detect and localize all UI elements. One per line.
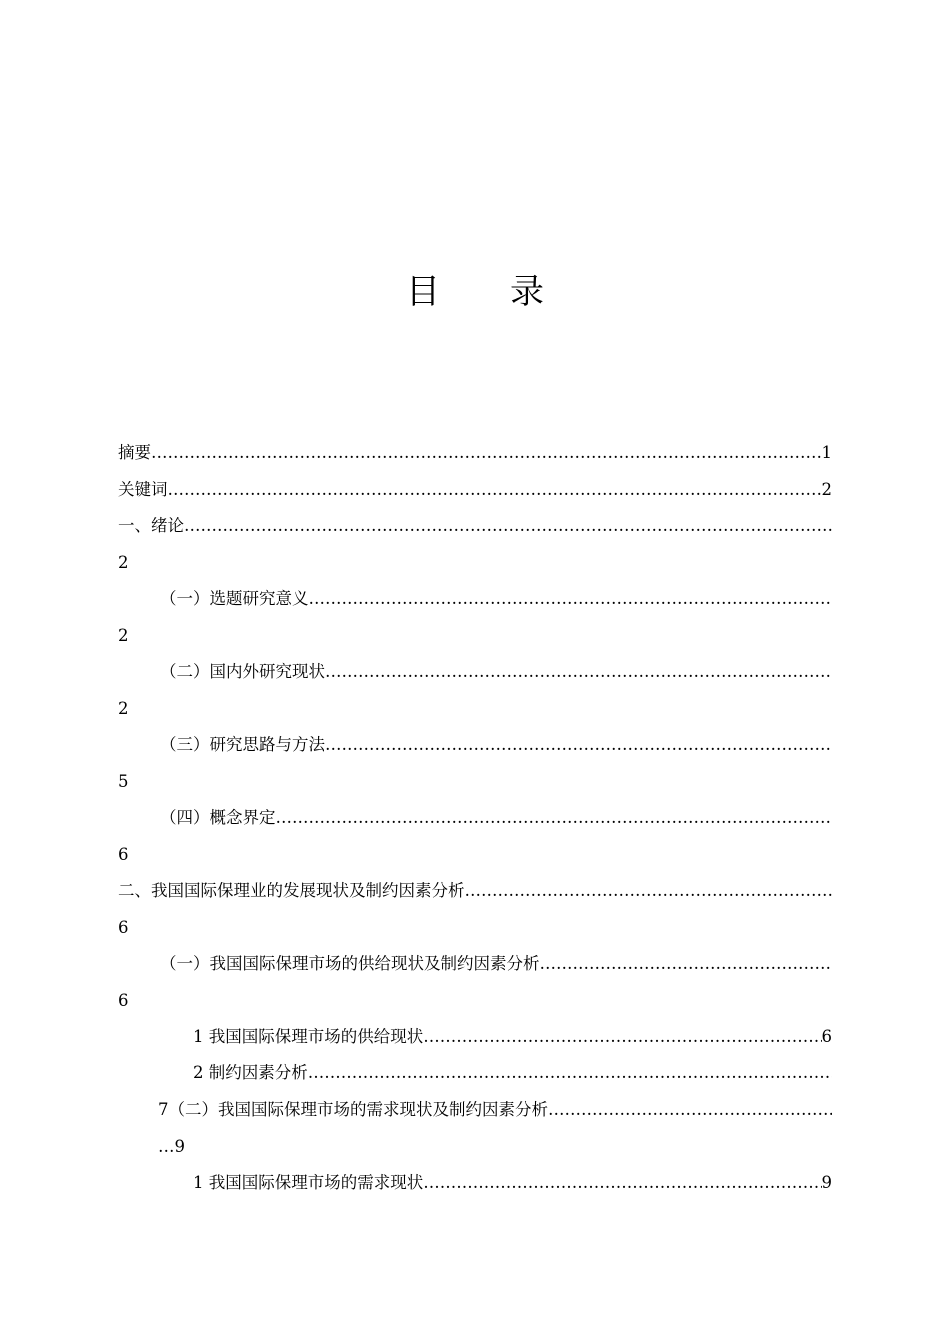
toc-entry-label: （一）我国国际保理市场的供给现状及制约因素分析 bbox=[160, 954, 540, 973]
toc-leader-dots bbox=[423, 1025, 821, 1049]
toc-entry-abstract[interactable] bbox=[118, 441, 832, 465]
toc-entry-section-1-2[interactable] bbox=[160, 660, 832, 684]
toc-entry-page: 5 bbox=[118, 772, 129, 791]
toc-entry-page: 2 bbox=[118, 699, 129, 718]
toc-entry-page: 9 bbox=[821, 1173, 832, 1192]
toc-entry-subsection-2-1-2[interactable] bbox=[193, 1061, 832, 1085]
toc-entry-label: （一）选题研究意义 bbox=[160, 589, 309, 608]
page-title-char-2: 录 bbox=[510, 272, 544, 312]
toc-entry-label: 二、我国国际保理业的发展现状及制约因素分析 bbox=[118, 881, 465, 900]
toc-entry-section-1-4[interactable] bbox=[160, 806, 832, 830]
toc-entry-label: 1 我国国际保理市场的供给现状 bbox=[193, 1027, 424, 1046]
toc-entry-label: （三）研究思路与方法 bbox=[160, 735, 325, 754]
toc-entry-page: 6 bbox=[821, 1027, 832, 1046]
toc-entry-label: 摘要 bbox=[118, 443, 151, 462]
toc-entry-keywords[interactable] bbox=[118, 478, 832, 502]
toc-entry-label: （二）国内外研究现状 bbox=[160, 662, 325, 681]
toc-entry-label: 2 制约因素分析 bbox=[193, 1063, 308, 1082]
toc-entry-chapter-1[interactable] bbox=[118, 514, 832, 538]
toc-entry-label: 关键词 bbox=[118, 480, 168, 499]
toc-entry-section-2-2[interactable] bbox=[158, 1098, 832, 1122]
toc-entry-label: 1 我国国际保理市场的需求现状 bbox=[193, 1173, 424, 1192]
toc-entry-section-2-1[interactable] bbox=[160, 952, 832, 976]
page-title bbox=[0, 272, 950, 312]
toc-entry-page: 2 bbox=[118, 626, 129, 645]
toc-entry-page: …9 bbox=[158, 1137, 185, 1156]
toc-leader-dots bbox=[276, 806, 833, 830]
toc-entry-subsection-2-2-1[interactable] bbox=[193, 1171, 832, 1195]
toc-entry-subsection-2-1-1[interactable] bbox=[193, 1025, 832, 1049]
toc-entry-page: 2 bbox=[821, 480, 832, 499]
toc-entry-page: 6 bbox=[118, 918, 129, 937]
page-title-char-1: 目 bbox=[406, 272, 440, 312]
toc-entry-page: 2 bbox=[118, 553, 129, 572]
toc-entry-label: 7（二）我国国际保理市场的需求现状及制约因素分析 bbox=[158, 1100, 548, 1119]
toc-entry-section-1-3[interactable] bbox=[160, 733, 832, 757]
toc-leader-dots bbox=[325, 733, 832, 757]
toc-leader-dots bbox=[184, 514, 832, 538]
toc-leader-dots bbox=[325, 660, 832, 684]
toc-leader-dots bbox=[151, 441, 822, 465]
toc-leader-dots bbox=[308, 1061, 832, 1085]
toc-leader-dots bbox=[540, 952, 833, 976]
toc-entry-page: 1 bbox=[821, 443, 832, 462]
toc-leader-dots bbox=[548, 1098, 832, 1122]
toc-entry-page: 6 bbox=[118, 991, 129, 1010]
toc-entry-label: （四）概念界定 bbox=[160, 808, 276, 827]
toc-leader-dots bbox=[423, 1171, 821, 1195]
toc-leader-dots bbox=[168, 478, 822, 502]
toc-leader-dots bbox=[309, 587, 833, 611]
toc-entry-label: 一、绪论 bbox=[118, 516, 184, 535]
toc-entry-section-1-1[interactable] bbox=[160, 587, 832, 611]
toc-leader-dots bbox=[465, 879, 833, 903]
toc-entry-chapter-2[interactable] bbox=[118, 879, 832, 903]
toc-entry-page: 6 bbox=[118, 845, 129, 864]
